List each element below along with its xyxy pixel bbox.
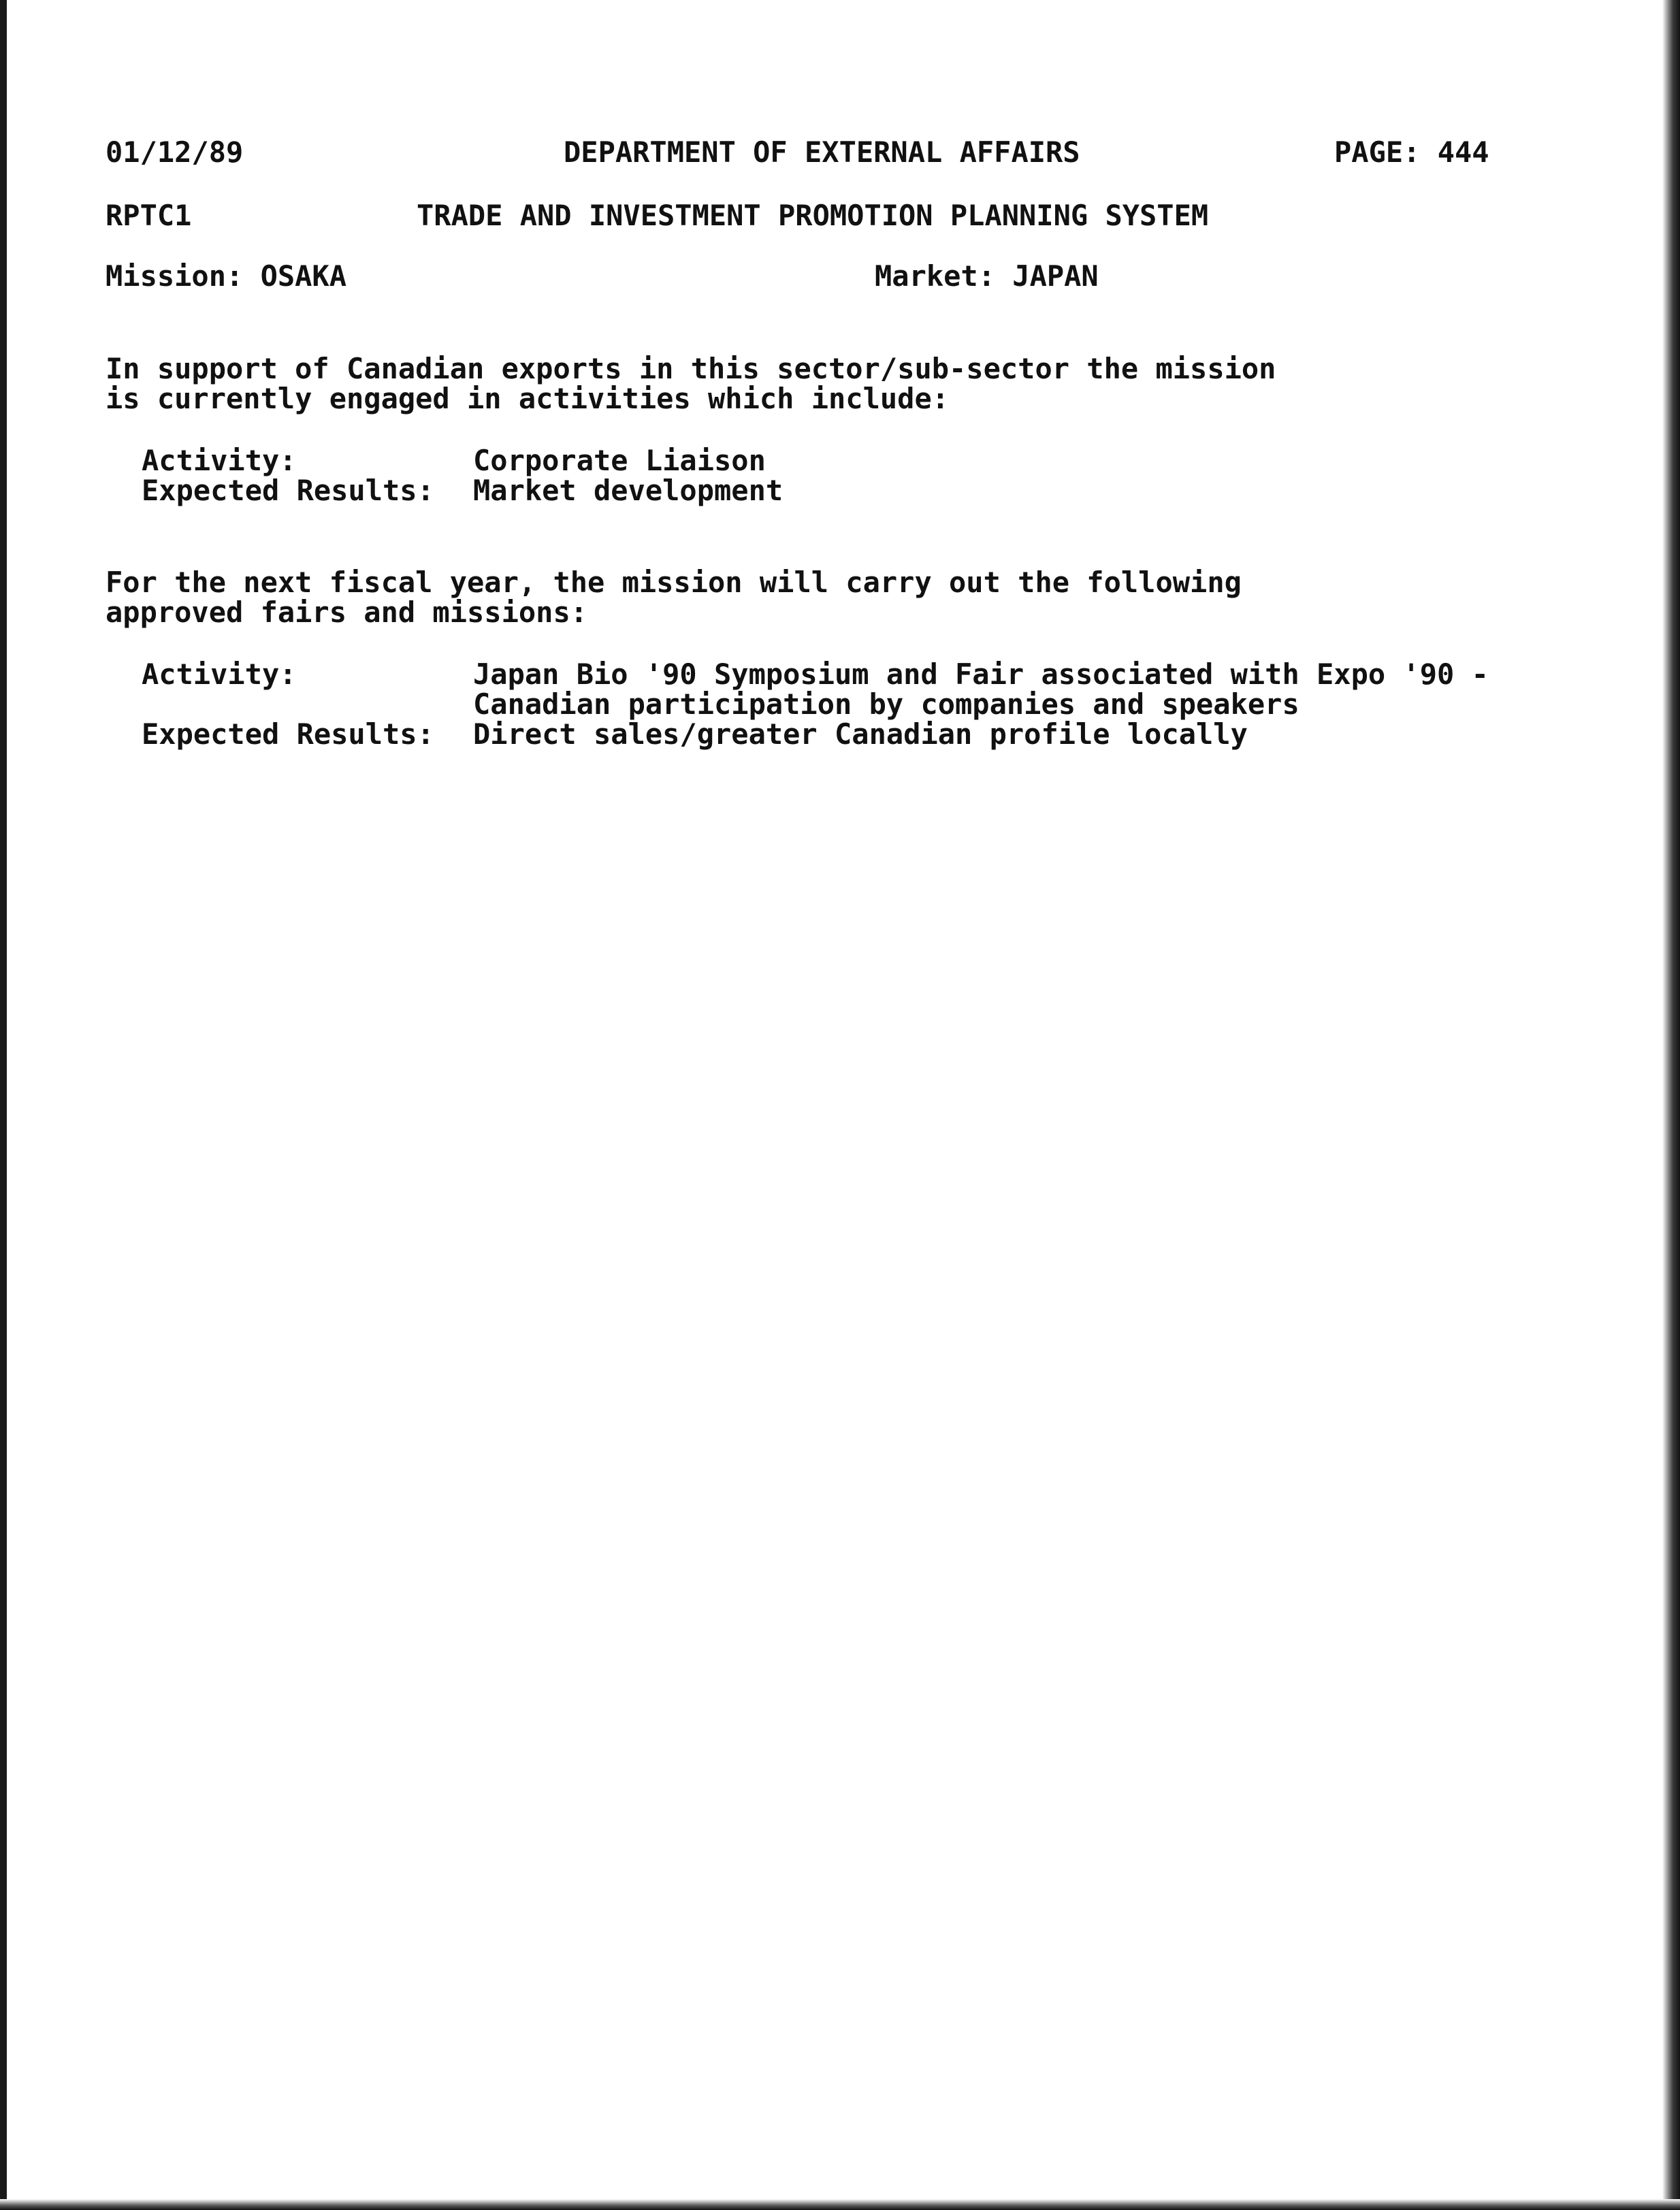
section1-results-label: Expected Results: — [142, 474, 434, 507]
section2-intro-line1: For the next fiscal year, the mission will carry out the following — [106, 566, 1242, 599]
section2-activity-label: Activity: — [142, 657, 297, 691]
scan-edge-bottom — [0, 2199, 1680, 2210]
section1-activity-label: Activity: — [142, 444, 297, 477]
market-label: Market: JAPAN — [875, 259, 1099, 293]
section1-intro-line2: is currently engaged in activities which include: — [106, 382, 950, 415]
section1-results-value: Market development — [473, 474, 784, 507]
section2-activity-value-line1: Japan Bio '90 Symposium and Fair associated with Expo '90 - — [473, 657, 1489, 691]
page-number: PAGE: 444 — [1334, 135, 1489, 169]
report-date: 01/12/89 — [106, 135, 244, 169]
section1-activity-value: Corporate Liaison — [473, 444, 766, 477]
report-code: RPTC1 — [106, 199, 192, 232]
section1-intro-line1: In support of Canadian exports in this sector/sub-sector the mission — [106, 352, 1276, 385]
system-title: TRADE AND INVESTMENT PROMOTION PLANNING SYSTEM — [417, 199, 1209, 232]
section2-intro-line2: approved fairs and missions: — [106, 596, 588, 629]
department-title: DEPARTMENT OF EXTERNAL AFFAIRS — [564, 135, 1080, 169]
scan-edge-left — [0, 0, 7, 2210]
section2-results-label: Expected Results: — [142, 717, 434, 751]
section2-results-value: Direct sales/greater Canadian profile locally — [473, 717, 1248, 751]
mission-label: Mission: OSAKA — [106, 259, 347, 293]
section2-activity-value-line2: Canadian participation by companies and speakers — [473, 687, 1299, 721]
scan-edge-right — [1662, 0, 1680, 2210]
